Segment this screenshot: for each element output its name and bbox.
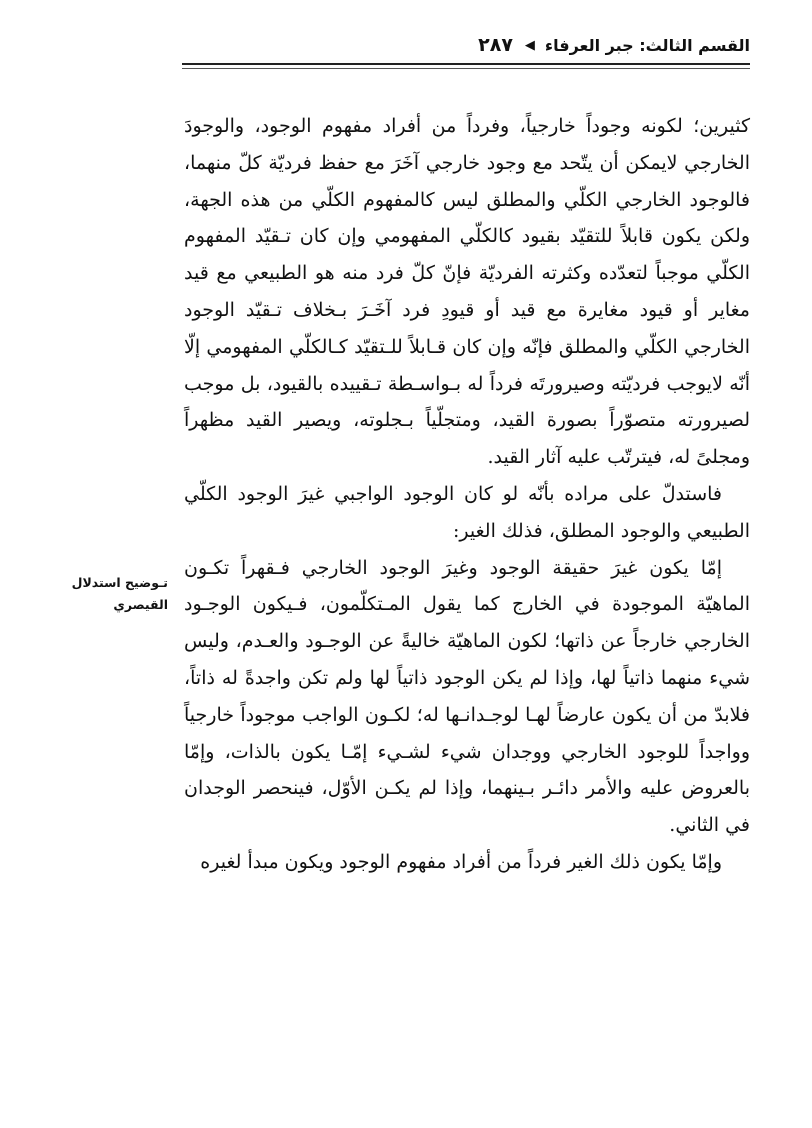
paragraph-2: فاستدلّ على مراده بأنّه لو كان الوجود الواجبي غيرَ الوجود الكلّي الطبيعي والوجود المطلق، فذلك الغير:	[184, 482, 750, 542]
section-title: القسم الثالث: جبر العرفاء	[544, 35, 750, 55]
body-text	[184, 108, 750, 881]
paragraph-4: وإمّا يكون ذلك الغير فرداً من أفراد مفهوم الوجود ويكون مبدأ لغيره	[200, 850, 722, 873]
paragraph-1: كثيرين؛ لكونه وجوداً خارجياً، وفرداً من أفراد مفهوم الوجود، والوجودَ الخارجي لايمكن أن يتّحد مع وجود خارجي آخَرَ مع حفظ فرديّة كلّ منهما، فالوجود الخارجي الكلّي والمطلق ليس كالمفهوم الكلّي من هذه الجهة، ولكن يكون قابلاً للتقيّد بقيود كالكلّي المفهومي وإن كان تـقيّد المفهوم الكلّي موجباً لتعدّده وكثرته الفرديّة فإنّ كلّ فرد منه هو الطبيعي مع قيد مغاير أو قيود مغايرة مع قيد أو قيودِ فرد آخَـرَ بـخلاف تـقيّد الوجود الخارجي الكلّي والمطلق فإنّه وإن كان قـابلاً للـتقيّد كـالكلّي المفهومي إلّا أنّه لايوجب فرديّته وصيرورتَه فرداً له بـواسـطة تـقييده بالقيود، بل موجب لصيرورته متصوّراً بصورة القيد، ومتجلّياً بـجلوته، ويصير القيد مظهراً ومجلىً له، فيترتّب عليه آثار القيد.	[184, 115, 750, 469]
header-rule-thick	[182, 63, 750, 65]
arrow-left-icon: ◀	[524, 37, 535, 53]
header-rule-thin	[182, 68, 750, 69]
paragraph-3: إمّا يكون غيرَ حقيقة الوجود وغيرَ الوجود الخارجي فـقهراً تكـون الماهيّة الموجودة في الخارج كما يقول المـتكلّمون، فـيكون الوجـود الخارجي خارجاً عن ذاتها؛ لكون الماهيّة خاليةً عن الوجـود والعـدم، وليس شيء منهما ذاتياً لها، وإذا لم يكن الوجود ذاتياً لها ولم تكن واجدةً له ذاتاً، فلابدّ من أن يكون عارضاً لهـا لوجـدانـها له؛ لكـون الواجب موجوداً خارجياً وواجداً للوجود الخارجي ووجدان شيء لشـيء إمّـا يكون بالذات، وإمّا بالعروض عليه والأمر دائـر بـينهما، وإذا لم يكـن الأوّل، فينحصر الوجدان في الثاني.	[184, 556, 750, 837]
margin-note: تـوضيح استدلال القيصري	[71, 575, 168, 612]
running-header	[180, 30, 750, 60]
page-number: ٢٨٧	[478, 34, 513, 56]
